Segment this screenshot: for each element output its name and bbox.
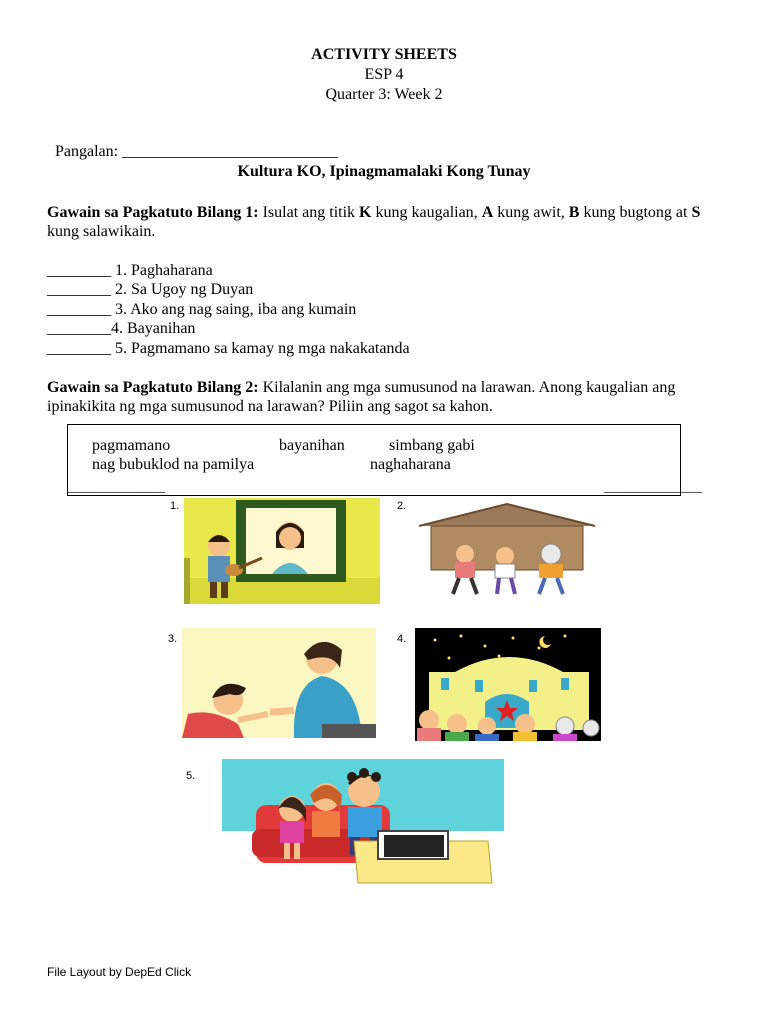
instruction-text: kung bugtong at	[579, 204, 692, 221]
choice-simbang-gabi: simbang gabi	[389, 437, 475, 454]
activity2-heading: Gawain sa Pagkatuto Bilang 2:	[47, 379, 259, 396]
picture-4-number: 4.	[397, 633, 407, 645]
choice-bayanihan: bayanihan	[279, 437, 345, 454]
picture-2-bayanihan	[417, 498, 597, 602]
instruction-text: Isulat ang titik	[262, 204, 360, 221]
picture-3-number: 3.	[168, 633, 178, 645]
picture-2-number: 2.	[397, 500, 407, 512]
activity1-item-2[interactable]: ________ 2. Sa Ugoy ng Duyan	[47, 281, 254, 298]
activity1-item-5[interactable]: ________ 5. Pagmamano sa kamay ng mga nakakatanda	[47, 340, 410, 357]
instruction-text: kung salawikain.	[47, 223, 156, 240]
sheet-title: ACTIVITY SHEETS	[311, 46, 457, 63]
lesson-title: Kultura KO, Ipinagmamalaki Kong Tunay	[237, 163, 531, 180]
picture-4-simbang-gabi	[415, 628, 601, 741]
letter-s: S	[691, 204, 701, 221]
activity2-instruction	[47, 378, 727, 416]
letter-k: K	[359, 204, 372, 221]
footer-credit: File Layout by DepEd Click	[47, 965, 192, 979]
picture-5-family	[222, 759, 504, 890]
letter-b: B	[568, 204, 580, 221]
activity1-item-3[interactable]: ________ 3. Ako ang nag saing, iba ang kumain	[47, 301, 357, 318]
name-blank[interactable]: ___________________________	[122, 143, 339, 160]
picture-1-number: 1.	[170, 500, 180, 512]
picture-3-pagmamano	[182, 628, 376, 738]
letter-a: A	[481, 204, 494, 221]
answer-blank-right[interactable]: ______________	[604, 480, 702, 495]
choice-naghaharana: naghaharana	[370, 456, 451, 473]
quarter-week-label: Quarter 3: Week 2	[325, 86, 443, 103]
activity1-item-1[interactable]: ________ 1. Paghaharana	[47, 262, 213, 279]
choice-pagmamano: pagmamano	[92, 437, 171, 454]
answer-blank-left[interactable]: ______________	[67, 480, 165, 495]
activity1-instruction	[47, 203, 727, 241]
picture-5-number: 5.	[186, 770, 196, 782]
activity1-item-4[interactable]: ________4. Bayanihan	[47, 320, 196, 337]
instruction-text: kung kaugalian,	[371, 204, 482, 221]
subject-label: ESP 4	[364, 66, 404, 83]
name-label: Pangalan:	[55, 143, 119, 160]
instruction-text: kung awit,	[493, 204, 569, 221]
activity1-heading: Gawain sa Pagkatuto Bilang 1:	[47, 204, 259, 221]
name-field[interactable]	[47, 125, 338, 161]
picture-1-serenade	[184, 498, 380, 604]
choice-nag-bubuklod-na-pamilya: nag bubuklod na pamilya	[92, 456, 255, 473]
activity2-instruction-text: Kilalanin ang mga sumusunod na larawan. Anong kaugalian ang ipinakikita ng mga sumusunod na larawan? Piliin ang sagot sa kahon.	[47, 379, 676, 415]
